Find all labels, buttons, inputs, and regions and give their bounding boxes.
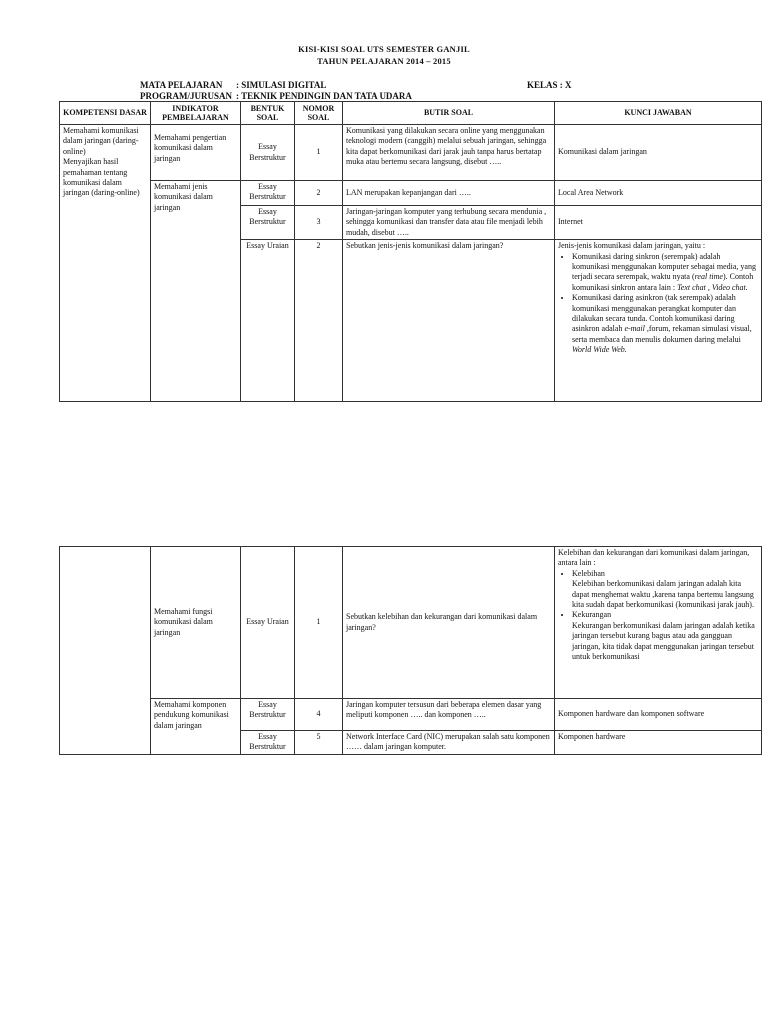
butir-cell: Sebutkan jenis-jenis komunikasi dalam jaringan?	[343, 240, 555, 402]
table-row	[60, 699, 762, 731]
program-value: : TEKNIK PENDINGIN DAN TATA UDARA	[236, 91, 412, 101]
butir-cell: Sebutkan kelebihan dan kekurangan dari komunikasi dalam jaringan?	[343, 547, 555, 699]
bentuk-cell: Essay Berstruktur	[241, 181, 295, 206]
kelas-label: KELAS : X	[527, 80, 572, 90]
indikator-cell: Memahami komponen pendukung komunikasi dalam jaringan	[151, 699, 241, 755]
program-line	[140, 91, 412, 101]
kunci-cell: Komunikasi dalam jaringan	[555, 125, 762, 181]
kunci-cell: Komponen hardware	[555, 731, 762, 755]
nomor-cell: 2	[295, 240, 343, 402]
nomor-cell: 3	[295, 206, 343, 240]
kunci-cell: Local Area Network	[555, 181, 762, 206]
kunci-cell: Internet	[555, 206, 762, 240]
subject-label: MATA PELAJARAN	[140, 80, 223, 90]
table-row	[60, 547, 762, 699]
col-indikator: INDIKATOR PEMBELAJARAN	[151, 102, 241, 125]
col-butir-soal: BUTIR SOAL	[343, 102, 555, 125]
indikator-cell: Memahami jenis komunikasi dalam jaringan	[151, 181, 241, 402]
col-kunci-jawaban: KUNCI JAWABAN	[555, 102, 762, 125]
kunci-intro: Jenis-jenis komunikasi dalam jaringan, yaitu :	[558, 241, 706, 251]
nomor-cell: 1	[295, 125, 343, 181]
butir-cell: Jaringan-jaringan komputer yang terhubung secara mendunia , sehingga komunikasi dan transfer data atau file menjadi lebih mudah, disebut …..	[343, 206, 555, 240]
nomor-cell: 4	[295, 699, 343, 731]
col-bentuk-soal: BENTUK SOAL	[241, 102, 295, 125]
doc-title-line1: KISI-KISI SOAL UTS SEMESTER GANJIL	[298, 44, 470, 54]
kunci-list	[558, 569, 758, 663]
kunci-cell: Komponen hardware dan komponen software	[555, 699, 762, 731]
butir-cell: LAN merupakan kepanjangan dari …..	[343, 181, 555, 206]
col-nomor-soal: NOMOR SOAL	[295, 102, 343, 125]
table-row	[60, 181, 762, 206]
program-label: PROGRAM/JURUSAN	[140, 91, 232, 101]
kunci-cell	[555, 240, 762, 402]
nomor-cell: 5	[295, 731, 343, 755]
bentuk-cell: Essay Berstruktur	[241, 731, 295, 755]
kisi-table-1	[59, 101, 762, 402]
list-item: • Komunikasi daring asinkron (tak serempak) adalah komunikasi menggunakan perangkat komputer dan dilakukan secara tunda. Contoh komunikasi daring asinkron adalah e-mail ,forum, rekaman simulasi visual, serta membaca dan menulis dokumen daring melalui World Wide Web.	[572, 293, 758, 355]
butir-cell: Network Interface Card (NIC) merupakan salah satu komponen …… dalam jaringan komputer.	[343, 731, 555, 755]
bentuk-cell: Essay Uraian	[241, 240, 295, 402]
butir-cell: Jaringan komputer tersusun dari beberapa elemen dasar yang meliputi komponen ….. dan komponen …..	[343, 699, 555, 731]
indikator-cell: Memahami pengertian komunikasi dalam jaringan	[151, 125, 241, 181]
indikator-cell: Memahami fungsi komunikasi dalam jaringan	[151, 547, 241, 699]
kunci-intro: Kelebihan dan kekurangan dari komunikasi dalam jaringan, antara lain :	[558, 548, 750, 568]
table-header-row	[60, 102, 762, 125]
kunci-cell	[555, 547, 762, 699]
subject-value: : SIMULASI DIGITAL	[236, 80, 327, 90]
doc-title-line2: TAHUN PELAJARAN 2014 – 2015	[317, 56, 451, 66]
kisi-table-2	[59, 546, 762, 755]
list-item: • Kelebihan Kelebihan berkomunikasi dalam jaringan adalah kita dapat menghemat waktu ,karena tanpa bertemu langsung kita sudah dapat berkomunikasi (komunikasi jarak jauh).	[572, 569, 758, 611]
col-kompetensi-dasar: KOMPETENSI DASAR	[60, 102, 151, 125]
table-row	[60, 125, 762, 181]
kompetensi-dasar-cell	[60, 547, 151, 755]
bentuk-cell: Essay Berstruktur	[241, 699, 295, 731]
list-item: • Kekurangan Kekurangan berkomunikasi dalam jaringan adalah ketika jaringan tersebut kurang bagus atau ada gangguan jaringan, kita tidak dapat menggunakan jaringan tersebut untuk berkomunikasi	[572, 610, 758, 662]
kunci-list	[558, 252, 758, 356]
kompetensi-dasar-cell: Memahami komunikasi dalam jaringan (daring-online) Menyajikan hasil pemahaman tentang komunikasi dalam jaringan (daring-online)	[60, 125, 151, 402]
bentuk-cell: Essay Uraian	[241, 547, 295, 699]
subject-line	[140, 80, 326, 90]
butir-cell: Komunikasi yang dilakukan secara online yang menggunakan teknologi modern (canggih) melalui sebuah jaringan, sehingga kita dapat berkomunikasi dari jarak jauh tanpa harus bertatap muka atau bertemu secara langsung, disebut …..	[343, 125, 555, 181]
nomor-cell: 2	[295, 181, 343, 206]
bentuk-cell: Essay Berstruktur	[241, 125, 295, 181]
list-item: • Komunikasi daring sinkron (serempak) adalah komunikasi menggunakan komputer sebagai media, yang terjadi secara serempak, waktu nyata (real time). Contoh komunikasi sinkron antara lain : Text chat , Video chat.	[572, 252, 758, 294]
nomor-cell: 1	[295, 547, 343, 699]
bentuk-cell: Essay Berstruktur	[241, 206, 295, 240]
